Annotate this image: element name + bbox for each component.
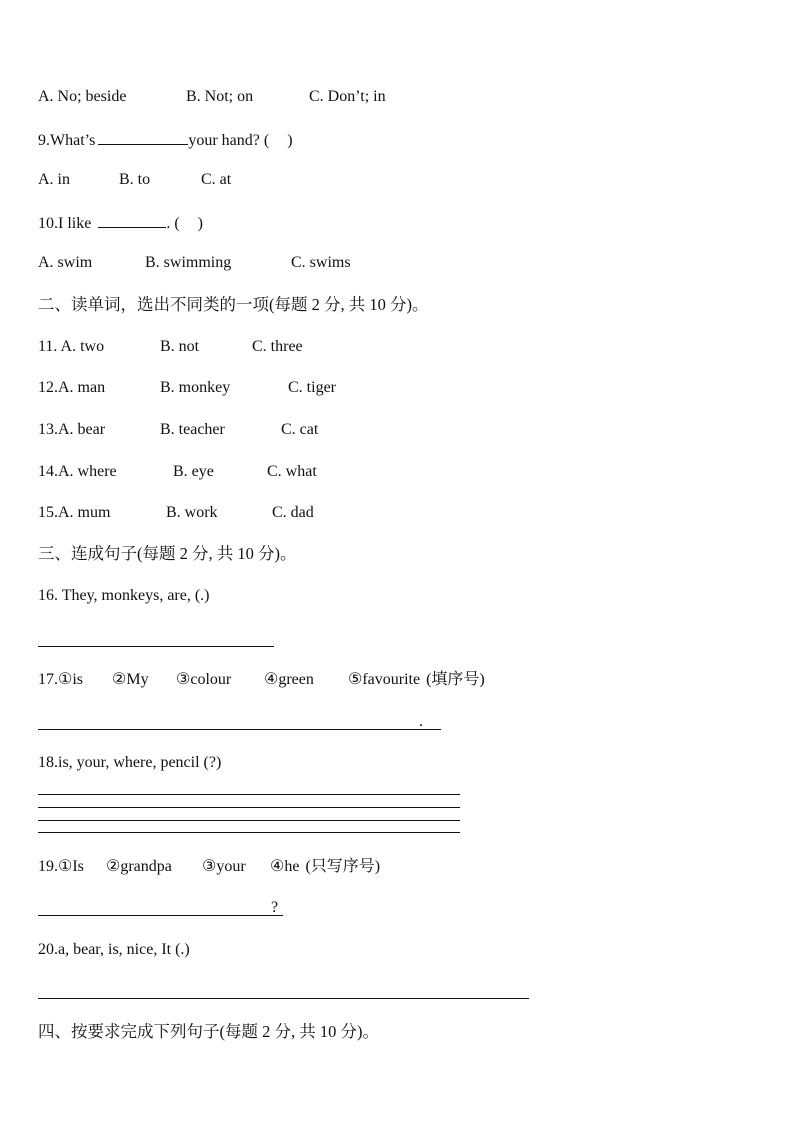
q13-option-c: C. cat (281, 421, 319, 438)
q17-word-4: ④green (264, 671, 314, 688)
q18-writing-line-1[interactable] (38, 794, 460, 795)
q16-answer-line[interactable] (38, 646, 274, 647)
q11-option-b: B. not (160, 338, 200, 355)
q17-answer-line[interactable] (38, 729, 441, 730)
q15-option-c: C. dad (272, 504, 314, 521)
q13 (38, 420, 318, 440)
q8-option-a: A. No; beside (38, 88, 127, 105)
q10-paren-close: ) (197, 215, 203, 232)
q17-question (38, 670, 485, 690)
q18-question: 18.is, your, where, pencil (?) (38, 754, 222, 771)
q14 (38, 462, 317, 482)
q17-word-2: ②My (112, 671, 149, 688)
q17-word-3: ③colour (176, 671, 232, 688)
q17-word-5: ⑤favourite (348, 671, 421, 688)
q13-option-a: 13.A. bear (38, 421, 106, 438)
q8-options (38, 87, 386, 107)
q17-number: 17. (38, 671, 58, 688)
q10-blank[interactable] (98, 212, 166, 228)
q9-prefix: 9.What’s (38, 132, 96, 149)
q9-question (38, 129, 293, 151)
q9-suffix: your hand? ( (188, 132, 270, 149)
q17-note: (填序号) (426, 671, 485, 688)
q9-paren-close: ) (287, 132, 293, 149)
q18-writing-line-3[interactable] (38, 820, 460, 821)
q19-note: (只写序号) (305, 858, 381, 875)
q13-option-b: B. teacher (160, 421, 225, 438)
q15-option-a: 15.A. mum (38, 504, 111, 521)
q16-question: 16. They, monkeys, are, (.) (38, 587, 210, 604)
q14-option-b: B. eye (173, 463, 214, 480)
q11-option-a: 11. A. two (38, 338, 105, 355)
q9-options (38, 170, 231, 190)
q8-option-b: B. Not; on (186, 88, 254, 105)
section-4-heading: 四、按要求完成下列句子(每题 2 分, 共 10 分)。 (38, 1022, 379, 1041)
q19-word-4: ④he (270, 858, 300, 875)
q19-word-1: ①Is (58, 858, 84, 875)
q19-word-2: ②grandpa (106, 858, 172, 875)
q10-option-a: A. swim (38, 254, 93, 271)
q14-option-c: C. what (267, 463, 317, 480)
q10-question (38, 212, 203, 234)
q19-number: 19. (38, 858, 58, 875)
q12-option-a: 12.A. man (38, 379, 106, 396)
section-2-heading: 二、读单词，选出不同类的一项(每题 2 分, 共 10 分)。 (38, 295, 429, 314)
q19-end-question-mark: ? (271, 899, 279, 916)
q11-option-c: C. three (252, 338, 303, 355)
q9-option-c: C. at (201, 171, 232, 188)
q19-word-3: ③your (202, 858, 246, 875)
q10-options (38, 253, 351, 273)
q8-option-c: C. Don’t; in (309, 88, 386, 105)
q9-blank[interactable] (98, 129, 188, 145)
q10-suffix: . ( (166, 215, 180, 232)
q17-word-1: ①is (58, 671, 84, 688)
q12 (38, 378, 336, 398)
q20-question: 20.a, bear, is, nice, It (.) (38, 941, 190, 958)
q10-option-b: B. swimming (145, 254, 232, 271)
q10-prefix: 10.I like (38, 215, 92, 232)
q12-option-b: B. monkey (160, 379, 231, 396)
q18-writing-line-2[interactable] (38, 807, 460, 808)
q12-option-c: C. tiger (288, 379, 336, 396)
q18-writing-line-4[interactable] (38, 832, 460, 833)
q10-option-c: C. swims (291, 254, 351, 271)
section-3-heading: 三、连成句子(每题 2 分, 共 10 分)。 (38, 544, 297, 563)
q9-option-b: B. to (119, 171, 151, 188)
q19-question (38, 857, 380, 877)
q17-end-period: . (419, 713, 423, 730)
q14-option-a: 14.A. where (38, 463, 117, 480)
q9-option-a: A. in (38, 171, 70, 188)
q15-option-b: B. work (166, 504, 218, 521)
q15 (38, 503, 314, 523)
q19-answer-line[interactable] (38, 915, 283, 916)
q20-answer-line[interactable] (38, 998, 529, 999)
q11 (38, 337, 303, 357)
